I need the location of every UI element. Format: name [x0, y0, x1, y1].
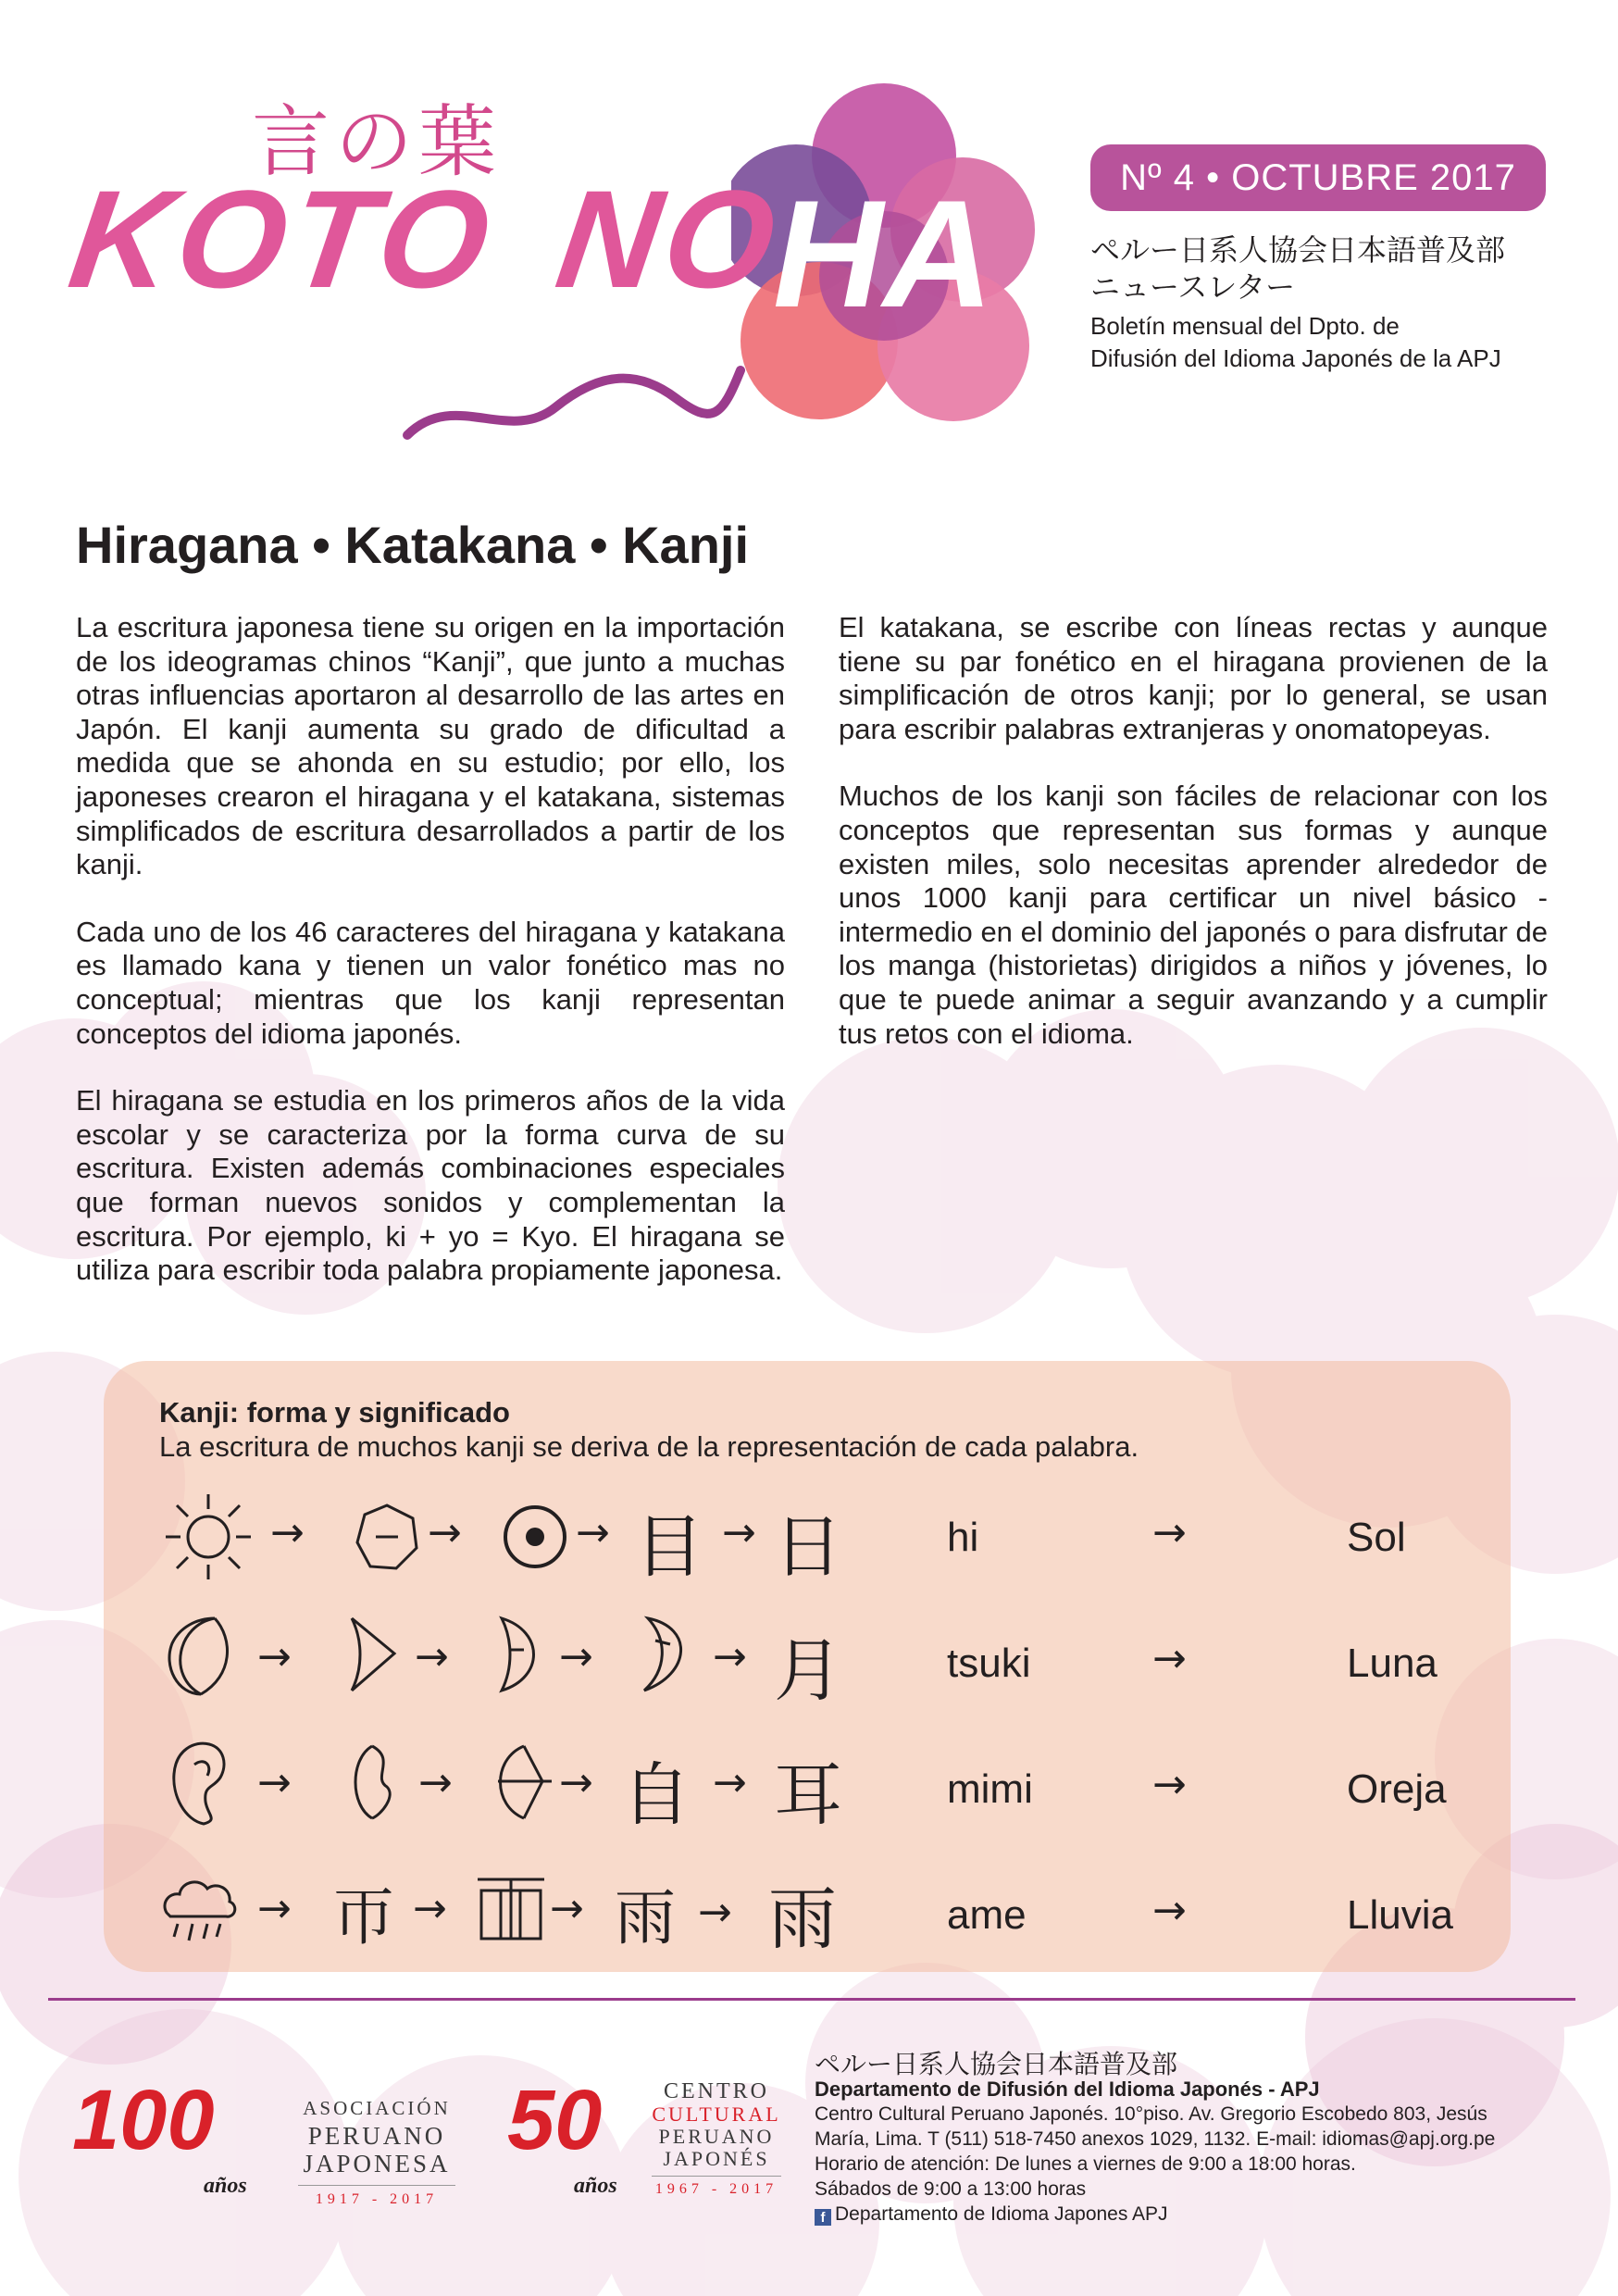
article-column-right: [839, 611, 1548, 1084]
moon-stage2-icon: [489, 1613, 554, 1696]
ear-icon: [167, 1737, 231, 1829]
ear-stage3-glyph: 自: [622, 1755, 691, 1835]
arrow: →: [1152, 1761, 1187, 1808]
jp-line-1: ペルー日系人協会日本語普及部: [1090, 232, 1506, 268]
org-line: PERUANO: [658, 2125, 775, 2148]
footer-hours-2: Sábados de 9:00 a 13:00 horas: [815, 2178, 1087, 2200]
arrow: →: [270, 1509, 305, 1556]
arrow: →: [576, 1509, 610, 1556]
meaning-sol: Sol: [1347, 1515, 1406, 1560]
jp-line-2: ニュースレター: [1090, 269, 1296, 305]
sun-stage1-icon: [350, 1500, 424, 1574]
meaning-oreja: Oreja: [1347, 1766, 1447, 1812]
brand-koto: KOTO: [61, 161, 504, 317]
brand-no: NO: [548, 161, 790, 317]
footer-hours-1: Horario de atención: De lunes a viernes de 9:00 a 18:00 horas.: [815, 2153, 1356, 2175]
arrow: →: [1152, 1887, 1187, 1934]
reading-hi: hi: [947, 1515, 979, 1560]
org-line: CULTURAL: [652, 2103, 781, 2126]
org-line: ASOCIACIÓN: [303, 2097, 451, 2119]
article-title: Hiragana • Katakana • Kanji: [76, 516, 750, 574]
paragraph: Cada uno de los 46 caracteres del hiragana y katakana es llamado kana y tienen un valor fonético mas no conceptual; mientras que los kanji representan conceptos del idioma japonés.: [76, 915, 785, 1050]
rain-stage1-glyph: 帀: [333, 1882, 394, 1953]
arrow: →: [257, 1759, 292, 1806]
logo-100-anos: años: [204, 2174, 247, 2198]
reading-tsuki: tsuki: [947, 1641, 1031, 1686]
logo-100-number: 100: [72, 2073, 215, 2167]
kanji-box-subtitle: La escritura de muchos kanji se deriva de la representación de cada palabra.: [159, 1430, 1139, 1463]
arrow: →: [559, 1633, 593, 1680]
footer-jp-dept: ペルー日系人協会日本語普及部: [815, 2049, 1178, 2079]
footer-divider: [48, 1998, 1575, 2001]
arrow: →: [1152, 1509, 1187, 1556]
arrow: →: [415, 1633, 449, 1680]
brand-kanji: 言の葉: [252, 96, 503, 187]
es-line-1: Boletín mensual del Dpto. de: [1090, 312, 1400, 340]
brand-koto-no: [61, 159, 790, 319]
arrow: →: [428, 1509, 462, 1556]
kanji-box-title: Kanji: forma y significado: [159, 1396, 510, 1429]
es-subtitle: [1090, 310, 1501, 375]
paragraph: El hiragana se estudia en los primeros años de la vida escolar y se caracteriza por la forma curva de su escritura. Existen además combinaciones especiales que forman nuevos sonidos y complementan la escritura. Por ejemplo, ki + yo = Kyo. El hiragana se utiliza para escribir toda palabra propiamente japonesa.: [76, 1084, 785, 1287]
logo-50-anos: años: [574, 2174, 617, 2198]
brand-ha: HA: [773, 168, 994, 339]
meaning-luna: Luna: [1347, 1641, 1438, 1686]
es-line-2: Difusión del Idioma Japonés de la APJ: [1090, 344, 1501, 372]
arrow: →: [713, 1633, 747, 1680]
kanji-ear: 耳: [774, 1755, 842, 1835]
org-line: JAPONESA: [303, 2150, 451, 2177]
arrow: →: [418, 1759, 453, 1806]
reading-mimi: mimi: [947, 1766, 1033, 1812]
arrow: →: [413, 1885, 447, 1932]
paragraph: Muchos de los kanji son fáciles de relacionar con los conceptos que representan sus formas y aunque existen miles, solo necesitas aprender alrededor de unos 1000 kanji para certificar un nivel básico - intermedio en el dominio del japonés o para disfrutar de los manga (historietas) dirigidos a niños y jóvenes, lo que te puede animar a seguir avanzando y a cumplir tus retos con el idioma.: [839, 780, 1548, 1050]
sun-stage3-glyph: 目: [635, 1507, 703, 1587]
ear-stage2-icon: [487, 1741, 561, 1824]
jp-subtitle: [1090, 231, 1505, 306]
moon-stage1-icon: [341, 1613, 405, 1696]
issue-badge: Nº 4 • OCTUBRE 2017: [1090, 144, 1546, 211]
facebook-icon: f: [815, 2209, 831, 2226]
org-line: JAPONÉS: [663, 2147, 770, 2170]
brush-swirl: [398, 333, 750, 454]
arrow: →: [713, 1759, 747, 1806]
arrow: →: [1152, 1635, 1187, 1682]
org-years: 1917 - 2017: [298, 2185, 455, 2208]
org-years: 1967 - 2017: [652, 2176, 781, 2198]
arrow: →: [698, 1889, 732, 1936]
apj-org-name: [298, 2094, 455, 2208]
article-column-left: [76, 611, 785, 1321]
arrow: →: [257, 1885, 292, 1932]
ear-stage1-icon: [344, 1741, 400, 1824]
rain-cloud-icon: [157, 1866, 241, 1950]
sun-stage2-icon: [498, 1500, 572, 1574]
facebook-link-label: Departamento de Idioma Japones APJ: [835, 2203, 1168, 2225]
arrow: →: [559, 1759, 593, 1806]
paragraph: La escritura japonesa tiene su origen en la importación de los ideogramas chinos “Kanji”, que junto a muchas otras influencias aportaron al desarrollo de las artes en Japón. El kanji aumenta su grado de dificultad a medida que se ahonda en su estudio; por ello, los japoneses crearon el hiragana y el katakana, sistemas simplificados de escritura desarrollados a partir de los kanji.: [76, 611, 785, 881]
apj-100-logo: [72, 2072, 247, 2198]
paragraph: El katakana, se escribe con líneas rectas y aunque tiene su par fonético en el hiragana provienen de la simplificación de otros kanji; por lo general, se usan para escribir palabras extranjeras y onomatopeyas.: [839, 611, 1548, 745]
footer-dept-name: Departamento de Difusión del Idioma Japonés - APJ: [815, 2078, 1320, 2101]
arrow: →: [550, 1885, 584, 1932]
ccpj-50-logo: [507, 2072, 617, 2198]
footer-address-1: Centro Cultural Peruano Japonés. 10°piso. Av. Gregorio Escobedo 803, Jesús: [815, 2103, 1487, 2125]
kanji-sun: 日: [774, 1507, 842, 1587]
kanji-rain: 雨: [768, 1879, 837, 1959]
rain-stage2-icon: [474, 1872, 548, 1946]
kanji-moon: 月: [774, 1631, 842, 1711]
footer-facebook[interactable]: [815, 2203, 1168, 2226]
org-line: PERUANO: [307, 2122, 446, 2150]
meaning-lluvia: Lluvia: [1347, 1892, 1453, 1938]
footer-address-2: María, Lima. T (511) 518-7450 anexos 1029, 1132. E-mail: idiomas@apj.org.pe: [815, 2128, 1496, 2150]
arrow: →: [722, 1509, 756, 1556]
org-line: CENTRO: [664, 2079, 769, 2103]
ccpj-org-name: [652, 2079, 781, 2198]
moon-stage3-icon: [629, 1613, 694, 1696]
sun-icon: [162, 1491, 255, 1583]
reading-ame: ame: [947, 1892, 1027, 1938]
rain-stage3-glyph: 雨: [615, 1882, 676, 1953]
logo-50-number: 50: [507, 2073, 603, 2167]
arrow: →: [257, 1633, 292, 1680]
moon-icon: [159, 1611, 243, 1703]
